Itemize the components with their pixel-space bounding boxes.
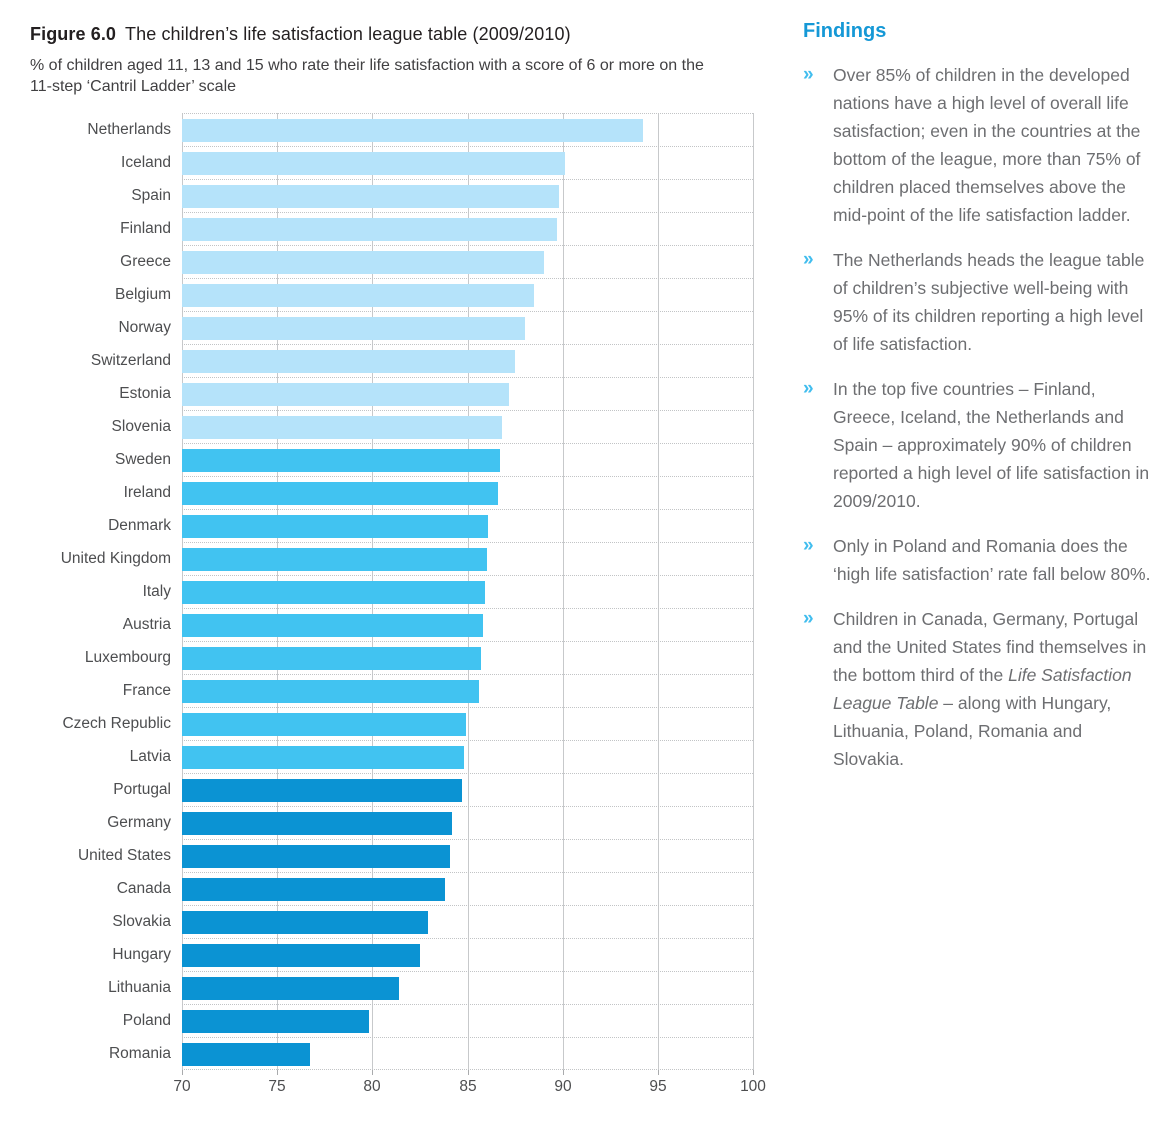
bar-canada — [182, 878, 445, 901]
axis-tick-100 — [753, 1070, 754, 1075]
bar-luxembourg — [182, 647, 481, 670]
figure-subtitle: % of children aged 11, 13 and 15 who rate their life satisfaction with a score of 6 or more on the 11-step ‘Cantril Ladder’ scale — [30, 57, 704, 96]
bar-lithuania — [182, 977, 399, 1000]
country-label-united-kingdom: United Kingdom — [60, 550, 171, 568]
figure-label: Figure 6.0 — [30, 24, 117, 44]
finding-text-post: – along with Hungary, Lithuania, Poland, Romania and Slovakia. — [833, 693, 1112, 769]
bar-track-sweden — [182, 443, 753, 476]
finding-text — [833, 605, 1155, 773]
bar-track-canada — [182, 872, 753, 905]
bar-track-estonia — [182, 377, 753, 410]
bar-track-united-kingdom — [182, 542, 753, 575]
bar-slovakia — [182, 911, 428, 934]
bar-track-poland — [182, 1004, 753, 1037]
bar-france — [182, 680, 479, 703]
bar-czech-republic — [182, 713, 466, 736]
country-label-slovakia: Slovakia — [112, 913, 171, 931]
plot-area — [182, 113, 753, 1070]
country-label-sweden: Sweden — [114, 451, 171, 469]
country-label-latvia: Latvia — [129, 748, 171, 766]
bar-track-france — [182, 674, 753, 707]
bar-track-germany — [182, 806, 753, 839]
country-label-ireland: Ireland — [123, 484, 171, 502]
chevron-bullet-icon: » — [803, 249, 814, 270]
bar-germany — [182, 812, 452, 835]
finding-item — [803, 375, 1155, 515]
country-label-netherlands: Netherlands — [87, 121, 171, 139]
bar-united-states — [182, 845, 450, 868]
finding-item — [803, 246, 1155, 358]
country-label-austria: Austria — [122, 616, 171, 634]
country-label-spain: Spain — [131, 187, 171, 205]
chevron-bullet-icon: » — [803, 64, 814, 85]
chevron-bullet-icon: » — [803, 378, 814, 399]
bar-estonia — [182, 383, 509, 406]
country-label-luxembourg: Luxembourg — [84, 649, 171, 667]
finding-text-italic: Life Satisfaction League Table — [833, 665, 1132, 713]
bar-latvia — [182, 746, 464, 769]
axis-tick-label-80: 80 — [363, 1078, 381, 1096]
finding-item — [803, 605, 1155, 773]
life-satisfaction-bar-chart — [30, 113, 766, 1100]
bar-finland — [182, 218, 557, 241]
chart-body — [30, 113, 763, 1070]
axis-tick-label-100: 100 — [740, 1078, 766, 1096]
axis-tick-95 — [658, 1070, 659, 1075]
country-label-slovenia: Slovenia — [111, 418, 171, 436]
finding-item — [803, 61, 1155, 229]
country-label-czech-republic: Czech Republic — [62, 715, 171, 733]
country-label-greece: Greece — [120, 253, 171, 271]
findings-panel — [803, 18, 1155, 1100]
country-label-romania: Romania — [108, 1045, 171, 1063]
axis-tick-label-70: 70 — [173, 1078, 191, 1096]
chevron-bullet-icon: » — [803, 608, 814, 629]
bar-track-denmark — [182, 509, 753, 542]
bar-romania — [182, 1043, 310, 1066]
bar-track-italy — [182, 575, 753, 608]
axis-tick-label-95: 95 — [649, 1078, 667, 1096]
bar-netherlands — [182, 119, 643, 142]
country-label-iceland: Iceland — [121, 154, 171, 172]
bar-hungary — [182, 944, 420, 967]
country-label-germany: Germany — [107, 814, 171, 832]
country-label-norway: Norway — [118, 319, 171, 337]
bar-track-hungary — [182, 938, 753, 971]
bar-track-netherlands — [182, 113, 753, 146]
figure-title — [30, 24, 763, 45]
axis-tick-75 — [277, 1070, 278, 1075]
bar-track-portugal — [182, 773, 753, 806]
figure-title-text: The children’s life satisfaction league table (2009/2010) — [125, 24, 571, 44]
bar-denmark — [182, 515, 488, 538]
country-label-belgium: Belgium — [115, 286, 171, 304]
axis-tick-90 — [563, 1070, 564, 1075]
country-label-canada: Canada — [116, 880, 171, 898]
country-label-switzerland: Switzerland — [90, 352, 171, 370]
bar-track-romania — [182, 1037, 753, 1070]
finding-item — [803, 532, 1155, 588]
axis-tick-70 — [182, 1070, 183, 1075]
country-label-italy: Italy — [142, 583, 171, 601]
country-label-united-states: United States — [77, 847, 171, 865]
x-axis — [173, 1070, 766, 1100]
bar-austria — [182, 614, 483, 637]
bar-track-slovenia — [182, 410, 753, 443]
axis-tick-85 — [468, 1070, 469, 1075]
bar-track-ireland — [182, 476, 753, 509]
bar-greece — [182, 251, 544, 274]
bar-sweden — [182, 449, 500, 472]
bar-spain — [182, 185, 559, 208]
bar-track-united-states — [182, 839, 753, 872]
country-label-finland: Finland — [120, 220, 171, 238]
bar-track-iceland — [182, 146, 753, 179]
bar-ireland — [182, 482, 498, 505]
country-label-hungary: Hungary — [112, 946, 171, 964]
country-label-lithuania: Lithuania — [108, 979, 171, 997]
country-label-estonia: Estonia — [119, 385, 171, 403]
bar-track-belgium — [182, 278, 753, 311]
bar-track-switzerland — [182, 344, 753, 377]
finding-text-pre: Children in Canada, Germany, Portugal and the United States find themselves in the bottom third of the — [833, 609, 1147, 685]
axis-tick-label-90: 90 — [554, 1078, 572, 1096]
bar-track-austria — [182, 608, 753, 641]
bar-norway — [182, 317, 525, 340]
bar-iceland — [182, 152, 565, 175]
bar-switzerland — [182, 350, 515, 373]
chevron-bullet-icon: » — [803, 535, 814, 556]
country-label-poland: Poland — [122, 1012, 171, 1030]
finding-text: In the top five countries – Finland, Greece, Iceland, the Netherlands and Spain – approximately 90% of children reported a high level of life satisfaction in 2009/2010. — [833, 379, 1150, 511]
bar-poland — [182, 1010, 369, 1033]
bar-track-lithuania — [182, 971, 753, 1004]
bar-track-finland — [182, 212, 753, 245]
bar-italy — [182, 581, 485, 604]
axis-tick-label-75: 75 — [268, 1078, 286, 1096]
country-label-portugal: Portugal — [113, 781, 171, 799]
country-label-denmark: Denmark — [108, 517, 171, 535]
country-label-france: France — [122, 682, 171, 700]
bar-portugal — [182, 779, 462, 802]
bar-track-latvia — [182, 740, 753, 773]
gridline-100 — [753, 113, 754, 1070]
figure-column — [30, 18, 766, 1100]
bar-belgium — [182, 284, 534, 307]
bar-slovenia — [182, 416, 502, 439]
bar-track-greece — [182, 245, 753, 278]
bar-track-czech-republic — [182, 707, 753, 740]
finding-text: The Netherlands heads the league table of children’s subjective well-being with 95% of its children reporting a high level of life satisfaction. — [833, 250, 1145, 354]
bar-track-norway — [182, 311, 753, 344]
bar-united-kingdom — [182, 548, 487, 571]
country-labels — [30, 113, 182, 1070]
finding-text: Over 85% of children in the developed nations have a high level of overall life satisfaction; even in the countries at the bottom of the league, more than 75% of children placed themselves above the mid-point of the life satisfaction ladder. — [833, 65, 1141, 225]
finding-text: Only in Poland and Romania does the ‘high life satisfaction’ rate fall below 80%. — [833, 536, 1151, 584]
bar-track-spain — [182, 179, 753, 212]
bar-track-luxembourg — [182, 641, 753, 674]
bar-track-slovakia — [182, 905, 753, 938]
axis-tick-80 — [372, 1070, 373, 1075]
findings-heading: Findings — [803, 20, 887, 42]
axis-tick-label-85: 85 — [459, 1078, 477, 1096]
